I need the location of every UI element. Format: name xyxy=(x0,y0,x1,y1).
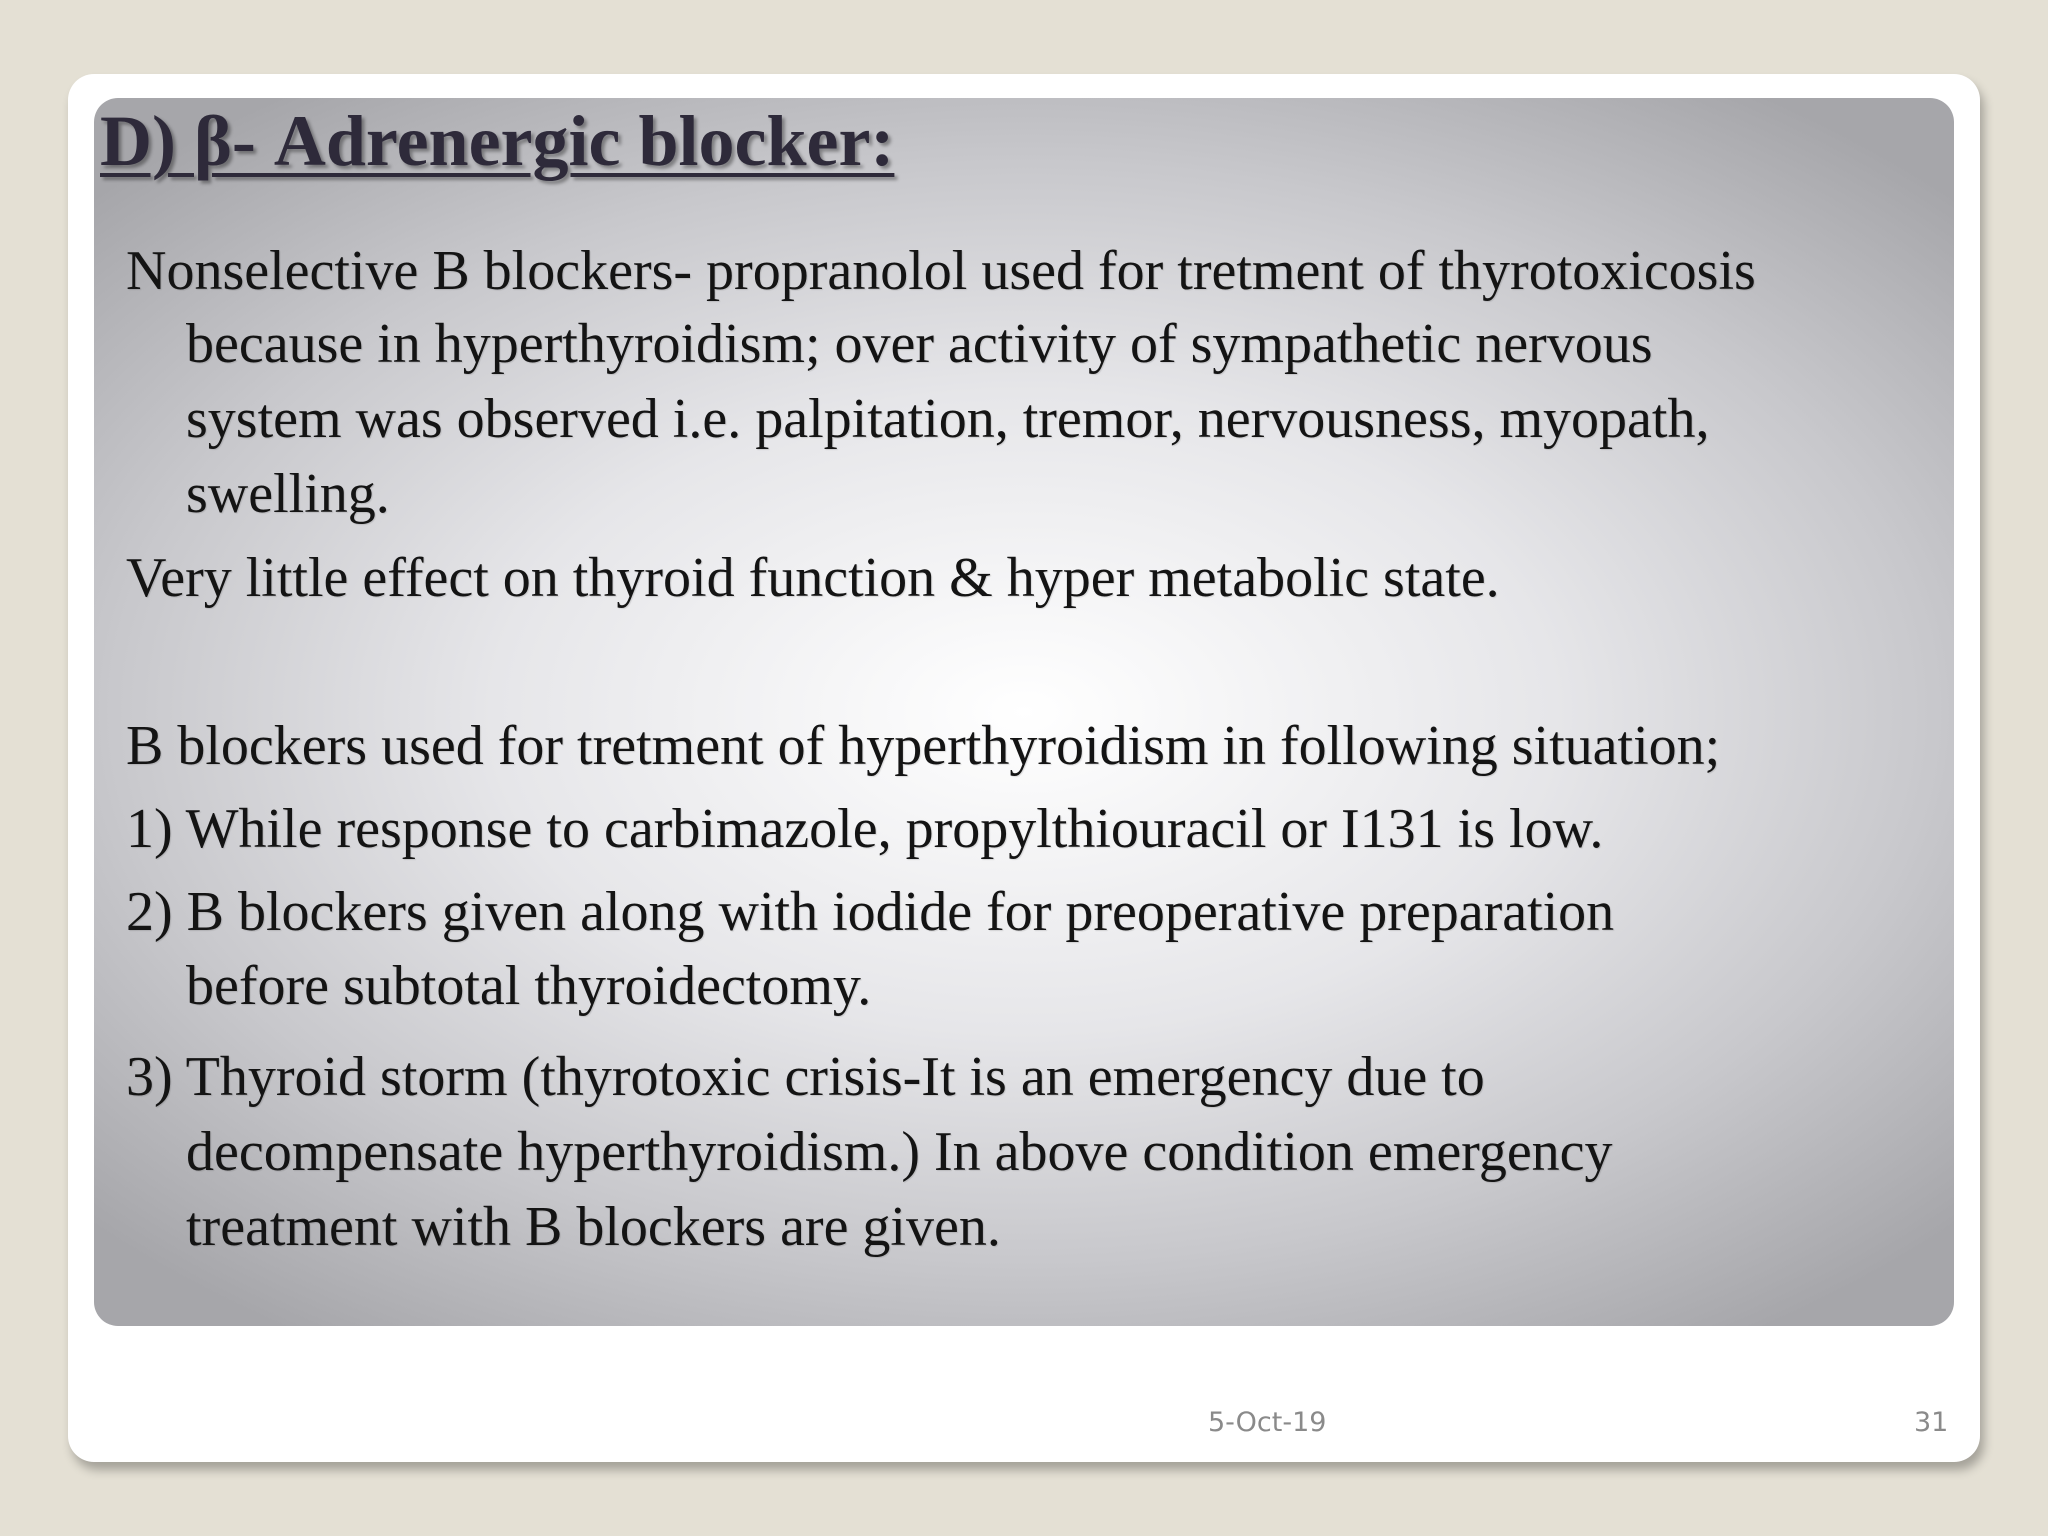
text-line-item-3-cont: decompensate hyperthyroidism.) In above condition emergency xyxy=(186,1121,1613,1183)
text-line-swelling: swelling. xyxy=(186,463,390,525)
text-line-situations-intro: B blockers used for tretment of hyperthyroidism in following situation; xyxy=(126,715,1721,777)
text-line-item-2: 2) B blockers given along with iodide for preoperative preparation xyxy=(126,881,1615,943)
slide-title: D) β- Adrenergic blocker: xyxy=(100,101,895,181)
text-line-little-effect: Very little effect on thyroid function & hyper metabolic state. xyxy=(126,547,1500,609)
text-line-item-3: 3) Thyroid storm (thyrotoxic crisis-It is an emergency due to xyxy=(126,1046,1485,1108)
text-line-system: system was observed i.e. palpitation, tremor, nervousness, myopath, xyxy=(186,388,1710,450)
text-line-item-1: 1) While response to carbimazole, propylthiouracil or I131 is low. xyxy=(126,798,1604,860)
text-line-item-3-end: treatment with B blockers are given. xyxy=(186,1196,1001,1258)
text-line-hyperthyroidism: because in hyperthyroidism; over activity of sympathetic nervous xyxy=(186,313,1653,375)
text-line-nonselective: Nonselective B blockers- propranolol used for tretment of thyrotoxicosis xyxy=(126,240,1756,302)
text-line-item-2-cont: before subtotal thyroidectomy. xyxy=(186,955,872,1017)
page-number: 31 xyxy=(1914,1407,1949,1438)
footer-date: 5-Oct-19 xyxy=(1208,1407,1327,1438)
